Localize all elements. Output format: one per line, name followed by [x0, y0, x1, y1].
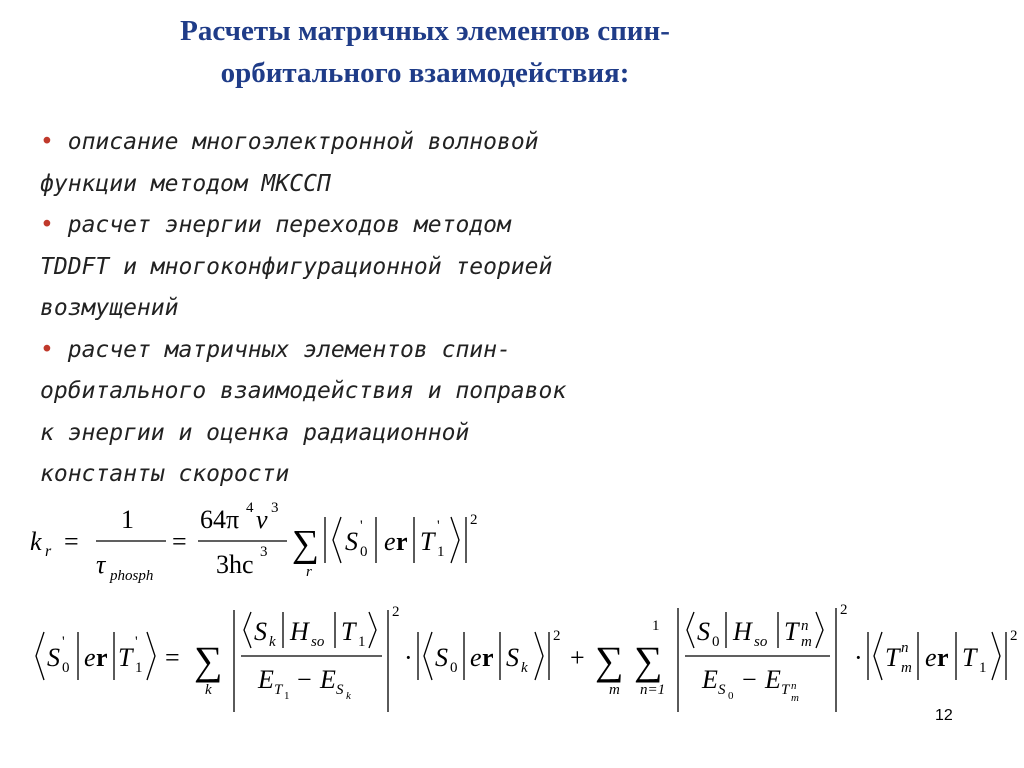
svg-text:·: · [404, 643, 413, 672]
right-angle-bracket [451, 517, 459, 563]
svg-text:S: S [697, 617, 710, 646]
svg-text:so: so [311, 634, 325, 650]
svg-text:E: E [320, 665, 336, 694]
svg-text:4: 4 [246, 500, 254, 516]
svg-text:': ' [437, 518, 440, 534]
svg-text:m: m [901, 660, 912, 676]
svg-text:ν: ν [256, 505, 268, 534]
svg-text:0: 0 [450, 660, 458, 676]
svg-text:0: 0 [712, 634, 720, 650]
svg-text:': ' [135, 634, 138, 650]
svg-text:3: 3 [271, 500, 279, 516]
bullet-2-line-1: • расчет энергии переходов методом [40, 212, 511, 238]
svg-text:E: E [258, 665, 274, 694]
svg-text:S: S [47, 643, 60, 672]
bullet-3-line-4: константы скорости [40, 461, 290, 487]
bullet-2-line-2: TDDFT и многоконфигурационной теорией [40, 253, 553, 280]
svg-text:': ' [360, 518, 363, 534]
svg-text:1: 1 [358, 634, 366, 650]
svg-text:0: 0 [62, 660, 70, 676]
svg-text:k: k [521, 660, 528, 676]
bullet-2-line-3: возмущений [40, 295, 179, 321]
svg-text:phosph: phosph [110, 568, 154, 584]
svg-text:2: 2 [553, 628, 561, 644]
svg-text:e: e [925, 643, 937, 672]
svg-text:e: e [384, 527, 396, 556]
svg-text:n=1: n=1 [640, 682, 666, 698]
svg-text:2: 2 [392, 604, 400, 620]
bullet-1-line-2: функции методом МКССП [40, 170, 331, 197]
sum-symbol: ∑ [292, 523, 320, 565]
svg-text:∑: ∑ [634, 638, 663, 683]
svg-text:so: so [754, 634, 768, 650]
svg-text:−: − [742, 665, 757, 694]
svg-text:T: T [885, 643, 900, 672]
bullet-3-line-2: орбитального взаимодействия и поправок [40, 378, 567, 404]
svg-text:T: T [274, 682, 283, 698]
bullet-dot-icon: • [40, 336, 54, 363]
svg-text:1: 1 [979, 660, 987, 676]
radiative-rate-formula [30, 500, 478, 584]
svg-text:1: 1 [121, 505, 134, 534]
bullet-3-line-3: к энергии и оценка радиационной [40, 419, 470, 446]
title-line-2: орбитального взаимодействия: [220, 57, 630, 89]
svg-text:∑: ∑ [194, 638, 223, 683]
svg-text:S: S [506, 643, 519, 672]
svg-text:∑: ∑ [595, 638, 624, 683]
svg-text:T: T [784, 617, 799, 646]
svg-text:+: + [570, 643, 585, 672]
svg-text:k: k [346, 690, 351, 702]
svg-text:2: 2 [470, 512, 478, 528]
svg-text:m: m [801, 634, 812, 650]
left-angle-bracket [333, 517, 341, 563]
svg-text:T: T [781, 682, 790, 698]
svg-text:T: T [341, 617, 356, 646]
page-number: 12 [935, 707, 953, 724]
svg-text:T: T [420, 527, 435, 556]
svg-text:r: r [306, 564, 312, 580]
svg-text:3hc: 3hc [216, 550, 254, 579]
svg-text:3: 3 [260, 544, 268, 560]
svg-text:T: T [118, 643, 133, 672]
title-line-1: Расчеты матричных элементов спин- [180, 15, 670, 47]
svg-text:r: r [96, 643, 108, 672]
svg-text:S: S [254, 617, 267, 646]
svg-text:E: E [765, 665, 781, 694]
matrix-element-formula [36, 602, 1018, 712]
equals-sign: = [64, 527, 79, 556]
svg-text:−: − [297, 665, 312, 694]
svg-text:n: n [901, 640, 909, 656]
svg-text:1: 1 [135, 660, 143, 676]
svg-text:H: H [290, 617, 309, 646]
svg-text:k: k [205, 682, 212, 698]
svg-text:2: 2 [840, 602, 848, 618]
svg-text:r: r [396, 527, 408, 556]
svg-text:=: = [165, 643, 180, 672]
svg-text:S: S [718, 682, 726, 698]
svg-text:r: r [482, 643, 494, 672]
svg-text:m: m [609, 682, 620, 698]
svg-text:e: e [84, 643, 96, 672]
svg-text:n: n [791, 680, 797, 692]
svg-text:·: · [854, 643, 863, 672]
svg-text:r: r [937, 643, 949, 672]
svg-text:S: S [345, 527, 358, 556]
bullet-dot-icon: • [40, 212, 54, 238]
svg-text:=: = [172, 527, 187, 556]
svg-text:H: H [733, 617, 752, 646]
bullet-1-line-1: • описание многоэлектронной волновой [40, 129, 539, 155]
svg-text:n: n [801, 618, 809, 634]
svg-text:2: 2 [1010, 628, 1018, 644]
svg-text:r: r [45, 543, 52, 560]
svg-text:1: 1 [284, 690, 290, 702]
svg-text:': ' [62, 634, 65, 650]
svg-text:k: k [269, 634, 276, 650]
svg-text:E: E [702, 665, 718, 694]
svg-text:e: e [470, 643, 482, 672]
svg-text:m: m [791, 692, 799, 704]
bullet-dot-icon: • [40, 129, 54, 155]
bullet-3-line-1: • расчет матричных элементов спин- [40, 336, 511, 363]
svg-text:1: 1 [652, 618, 660, 634]
svg-text:S: S [336, 682, 344, 698]
svg-text:T: T [962, 643, 977, 672]
k-symbol: k [30, 527, 42, 556]
svg-text:τ: τ [96, 550, 106, 579]
svg-text:S: S [435, 643, 448, 672]
svg-text:1: 1 [437, 544, 445, 560]
svg-text:0: 0 [728, 690, 734, 702]
svg-text:0: 0 [360, 544, 368, 560]
svg-text:64π: 64π [200, 505, 240, 534]
